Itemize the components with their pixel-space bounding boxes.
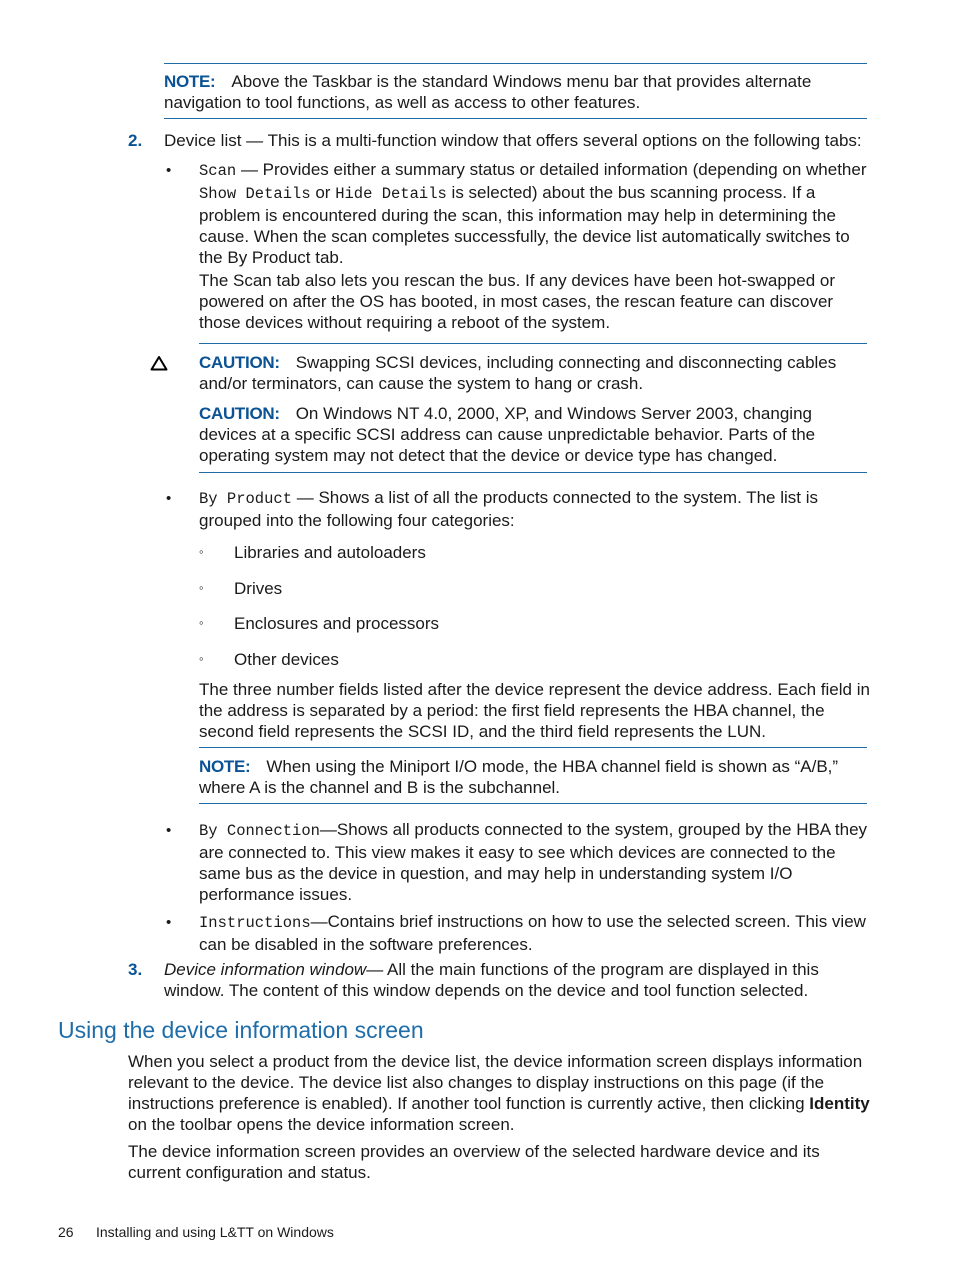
list-number: 3. xyxy=(128,960,143,979)
note-paragraph xyxy=(164,71,867,113)
list-item-text xyxy=(164,959,871,1001)
note-text: When using the Miniport I/O mode, the HBA channel field is shown as “A/B,” where A is the channel and B is the subchannel. xyxy=(199,757,839,797)
instructions-paragraph xyxy=(199,911,871,955)
note-box xyxy=(164,63,867,119)
scan-paragraph xyxy=(199,159,871,268)
caution-label: CAUTION: xyxy=(199,353,280,372)
note-label: NOTE: xyxy=(199,757,251,776)
bullet-marker: • xyxy=(166,162,172,179)
show-details-code: Show Details xyxy=(199,185,311,203)
bullet-marker: • xyxy=(166,914,172,931)
by-connection-text: —Shows all products connected to the system, grouped by the HBA they are connected to. This view makes it easy to see which devices are connected to the same bus as the device in question, and may help in understanding system I/O performance issues. xyxy=(199,820,868,904)
sub-bullet-marker: ◦ xyxy=(199,615,204,630)
device-info-window-term: Device information window xyxy=(164,960,367,979)
address-paragraph: The three number fields listed after the device represent the device address. Each field in the address is separated by a period: the first field represents the HBA channel, the second field represents the SCSI ID, and the third field represents the LUN. xyxy=(199,680,870,741)
caution-text: Swapping SCSI devices, including connecting and disconnecting cables and/or terminators, can cause the system to hang or crash. xyxy=(199,353,837,393)
scan-text-or: or xyxy=(310,183,336,202)
by-product-paragraph xyxy=(199,487,871,531)
category-item: Libraries and autoloaders xyxy=(234,543,426,562)
category-item: Other devices xyxy=(234,650,339,669)
list-item-text: Device list — This is a multi-function window that offers several options on the following tabs: xyxy=(164,131,862,150)
by-connection-code: By Connection xyxy=(199,822,320,840)
scan-rescan-paragraph: The Scan tab also lets you rescan the bus. If any devices have been hot-swapped or powered on after the OS has booted, in most cases, the rescan feature can discover those devices without requiring a reboot of the system. xyxy=(199,271,835,332)
caution-text: On Windows NT 4.0, 2000, XP, and Windows Server 2003, changing devices at a specific SCSI address can cause unpredictable behavior. Parts of the operating system may not detect that the device or device type has changed. xyxy=(199,404,816,465)
caution-paragraph-2 xyxy=(199,403,867,466)
by-product-code: By Product xyxy=(199,490,293,508)
warning-triangle-icon xyxy=(150,355,168,376)
by-product-text: — Shows a list of all the products connected to the system. The list is grouped into the following four categories: xyxy=(199,488,819,530)
instructions-code: Instructions xyxy=(199,914,311,932)
caution-label: CAUTION: xyxy=(199,404,280,423)
sub-bullet-marker: ◦ xyxy=(199,544,204,559)
caution-box xyxy=(199,343,867,473)
section-text-rest: on the toolbar opens the device information screen. xyxy=(128,1115,515,1134)
by-connection-paragraph xyxy=(199,819,871,905)
category-item: Enclosures and processors xyxy=(234,614,440,633)
note-box xyxy=(199,747,867,804)
device-info-window-text: — All the main functions of the program are displayed in this window. The content of this window depends on the device and tool function selected. xyxy=(164,960,819,1000)
bullet-marker: • xyxy=(166,490,172,507)
bullet-marker: • xyxy=(166,822,172,839)
note-paragraph xyxy=(199,756,867,798)
footer-title: Installing and using L&TT on Windows xyxy=(96,1224,334,1240)
section-text: When you select a product from the device list, the device information screen displays information relevant to the device. The device list also changes to display instructions on this page (if the instructions preference is enabled). If another tool function is currently active, then clicking xyxy=(128,1052,863,1113)
note-label: NOTE: xyxy=(164,72,216,91)
identity-term: Identity xyxy=(809,1094,870,1113)
caution-paragraph-1 xyxy=(199,352,867,394)
section-heading: Using the device information screen xyxy=(58,1017,424,1043)
scan-code: Scan xyxy=(199,162,237,180)
page-number: 26 xyxy=(58,1224,74,1240)
category-item: Drives xyxy=(234,579,283,598)
section-paragraph xyxy=(128,1051,872,1135)
instructions-text: —Contains brief instructions on how to use the selected screen. This view can be disabled in the software preferences. xyxy=(199,912,866,954)
note-text: Above the Taskbar is the standard Windows menu bar that provides alternate navigation to tool functions, as well as access to other features. xyxy=(164,72,812,112)
scan-text: — Provides either a summary status or detailed information (depending on whether xyxy=(236,160,867,179)
sub-bullet-marker: ◦ xyxy=(199,651,204,666)
scan-text-rest: is selected) about the bus scanning process. If a problem is encountered during the scan, this information may help in determining the cause. When the scan completes successfully, the device list automatically switches to the By Product tab. xyxy=(199,183,850,267)
list-number: 2. xyxy=(128,131,143,150)
section-paragraph: The device information screen provides an overview of the selected hardware device and its current configuration and status. xyxy=(128,1142,820,1182)
hide-details-code: Hide Details xyxy=(335,185,447,203)
sub-bullet-marker: ◦ xyxy=(199,580,204,595)
